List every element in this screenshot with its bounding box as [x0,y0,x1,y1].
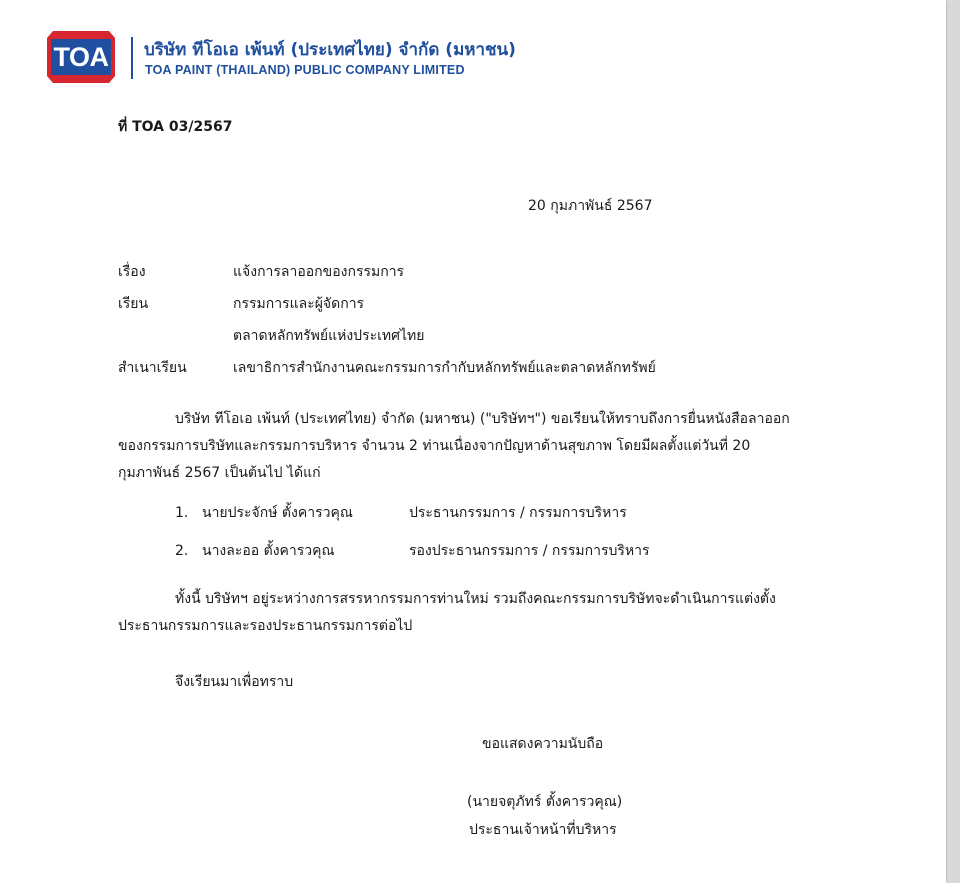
paragraph-line: บริษัท ทีโอเอ เพ้นท์ (ประเทศไทย) จำกัด (มหาชน) ("บริษัทฯ") ขอเรียนให้ทราบถึงการยื่นหนังสือลาออก [175,411,790,427]
logo-text: TOA [53,42,109,72]
director-position: ประธานกรรมการ / กรรมการบริหาร [409,505,627,521]
subject-value: แจ้งการลาออกของกรรมการ [233,264,405,280]
director-number: 2. [175,543,189,559]
cc-label: สำเนาเรียน [118,360,187,376]
paragraph-line: ทั้งนี้ บริษัทฯ อยู่ระหว่างการสรรหากรรมการท่านใหม่ รวมถึงคณะกรรมการบริษัทจะดำเนินการแต่งตั้ง [175,591,776,607]
paragraph-line: ของกรรมการบริษัทและกรรมการบริหาร จำนวน 2 ท่านเนื่องจากปัญหาด้านสุขภาพ โดยมีผลตั้งแต่วันที่ 20 [118,438,751,454]
to-label: เรียน [118,296,149,312]
closing-line: จึงเรียนมาเพื่อทราบ [175,674,294,690]
paragraph-line: กุมภาพันธ์ 2567 เป็นต้นไป ได้แก่ [118,465,321,481]
company-name-thai: บริษัท ทีโอเอ เพ้นท์ (ประเทศไทย) จำกัด (มหาชน) [144,40,516,60]
viewer-edge [948,0,960,883]
company-name-english: TOA PAINT (THAILAND) PUBLIC COMPANY LIMITED [145,63,465,77]
signatory-title: ประธานเจ้าหน้าที่บริหาร [469,822,617,838]
director-name: นางละออ ตั้งคารวคุณ [202,543,335,559]
cc-value: เลขาธิการสำนักงานคณะกรรมการกำกับหลักทรัพย์และตลาดหลักทรัพย์ [233,360,656,376]
to-value: กรรมการและผู้จัดการ [233,296,365,312]
subject-label: เรื่อง [118,264,146,280]
director-name: นายประจักษ์ ตั้งคารวคุณ [202,505,353,521]
letterhead-divider [131,37,133,79]
regards-line: ขอแสดงความนับถือ [482,736,604,752]
to-value-line2: ตลาดหลักทรัพย์แห่งประเทศไทย [233,328,425,344]
signatory-name: (นายจตุภัทร์ ตั้งคารวคุณ) [467,794,623,810]
director-number: 1. [175,505,189,521]
toa-logo [47,31,115,83]
letter-date: 20 กุมภาพันธ์ 2567 [528,198,653,214]
body-paragraph-2 [118,586,848,640]
director-position: รองประธานกรรมการ / กรรมการบริหาร [409,543,650,559]
body-paragraph-1 [118,406,838,487]
paragraph-line: ประธานกรรมการและรองประธานกรรมการต่อไป [118,618,413,634]
reference-number: ที่ TOA 03/2567 [118,119,233,135]
